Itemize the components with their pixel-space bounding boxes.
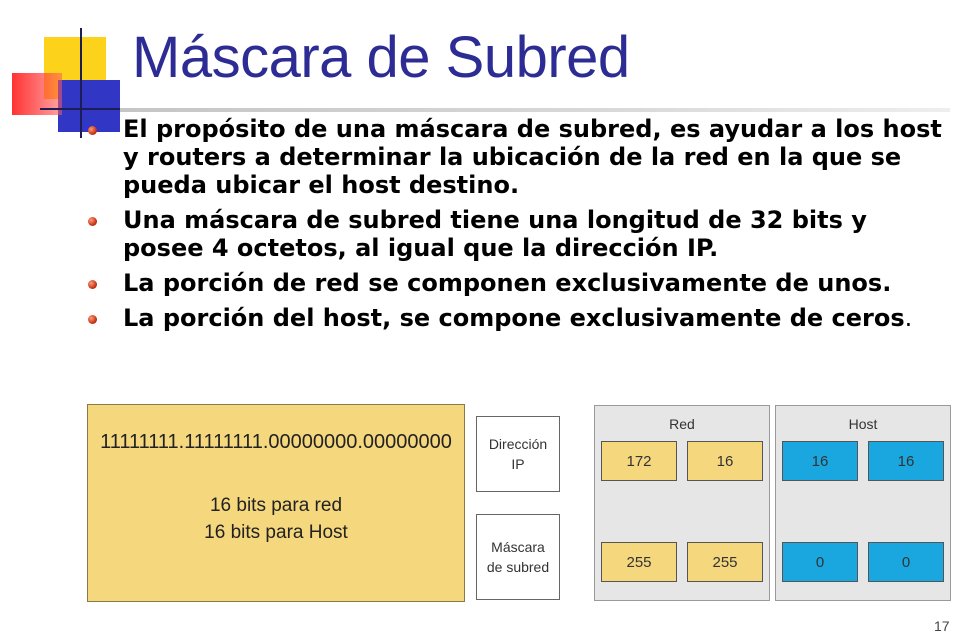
network-panel-title: Red xyxy=(669,416,695,432)
subnet-mask-label xyxy=(476,514,560,600)
bullet-text: La porción de red se componen exclusivamente de unos. xyxy=(123,269,892,297)
bullet-icon xyxy=(88,217,97,226)
ip-octet-cell: 16 xyxy=(687,441,763,481)
bullet-item xyxy=(88,304,948,332)
mask-octet-cell: 0 xyxy=(782,542,858,582)
title-underline xyxy=(120,108,950,112)
bullet-tail: . xyxy=(904,304,913,332)
bullet-item xyxy=(88,115,948,199)
bits-red-text: 16 bits para red xyxy=(209,495,343,516)
ip-label-line: IP xyxy=(511,456,525,472)
logo-horizontal-line xyxy=(40,108,132,110)
mask-octet-cell: 0 xyxy=(868,542,944,582)
ip-label-line: Dirección xyxy=(488,436,548,452)
mask-label-line: Máscara xyxy=(491,539,545,555)
ip-octet-cell: 172 xyxy=(601,441,677,481)
page-number: 17 xyxy=(934,618,950,634)
bullet-item xyxy=(88,206,948,262)
mask-label-line: de subred xyxy=(486,559,550,575)
bullet-text: La porción del host, se compone exclusivamente de ceros xyxy=(123,304,905,332)
ip-address-label xyxy=(476,416,560,492)
network-portion-panel xyxy=(594,405,770,601)
bits-host-text: 16 bits para Host xyxy=(204,522,348,543)
host-panel-title: Host xyxy=(848,416,878,432)
bullet-item xyxy=(88,269,948,297)
mask-octet-cell: 255 xyxy=(601,542,677,582)
bullet-icon xyxy=(88,126,97,135)
ip-octet-cell: 16 xyxy=(782,441,858,481)
logo-vertical-line xyxy=(80,28,82,138)
mask-binary-text: 11111111.11111111.00000000.00000000 xyxy=(100,431,452,453)
host-portion-panel xyxy=(775,405,951,601)
bullet-list xyxy=(88,115,948,339)
slide-title: Máscara de Subred xyxy=(132,25,630,90)
mask-binary-box xyxy=(87,404,465,602)
bullet-text: Una máscara de subred tiene una longitud de 32 bits y posee 4 octetos, al igual que la dirección IP. xyxy=(123,206,867,262)
bullet-icon xyxy=(88,280,97,289)
bullet-icon xyxy=(88,315,97,324)
bullet-text: El propósito de una máscara de subred, es ayudar a los host y routers a determinar la ubicación de la red en la que se pueda ubicar el host destino. xyxy=(123,115,942,199)
ip-octet-cell: 16 xyxy=(868,441,944,481)
mask-octet-cell: 255 xyxy=(687,542,763,582)
